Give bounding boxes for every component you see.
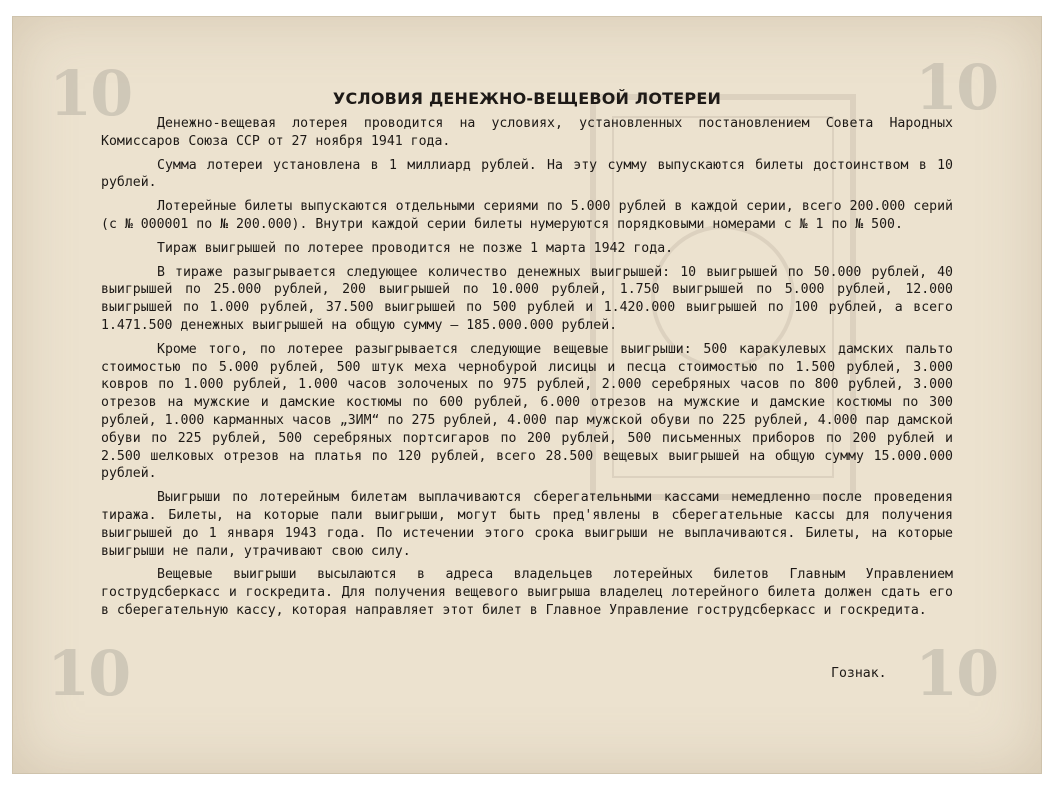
corner-denomination-top-right: 10 (915, 51, 998, 124)
conditions-text (101, 115, 953, 620)
paragraph-draw-date: Тираж выигрышей по лотерее проводится не позже 1 марта 1942 года. (157, 240, 674, 256)
paragraph-payout: Выигрыши по лотерейным билетам выплачиваются сберегательными кассами немедленно после проведения тиража. Билеты, на которые пали выигрыши, могут быть пред'явлены в сберегательные кассы для получения выигрышей до 1 января 1943 года. По истечении этого срока выигрыши не выплачиваются. Билеты, на которые выигрыши не пали, утрачивают свою силу. (101, 490, 953, 559)
corner-denomination-bottom-left: 10 (47, 637, 130, 710)
corner-denomination-bottom-right: 10 (915, 637, 998, 710)
paragraph-goods-delivery: Вещевые выигрыши высылаются в адреса владельцев лотерейных билетов Главным Управлением гострудсберкасс и госкредита. Для получения вещевого выигрыша владелец лотерейного билета должен сдать его в сберегательную кассу, которая направляет этот билет в Главное Управление гострудсберкасс и госкредита. (101, 567, 953, 618)
paragraph-goods-prizes: Кроме того, по лотерее разыгрывается следующие вещевые выигрыши: 500 каракулевых дамских пальто стоимостью по 5.000 рублей, 500 штук меха чернобурой лисицы и песца стоимостью по 1.500 рублей, 3.000 ковров по 1.000 рублей, 1.000 часов золоченых по 975 рублей, 2.000 серебряных часов по 800 рублей, 3.000 отрезов на мужские и дамские костюмы по 600 рублей, 6.000 отрезов на мужские и дамские костюмы по 300 рублей, 1.000 карманных часов „ЗИМ“ по 275 рублей, 4.000 пар мужской обуви по 225 рублей, 4.000 пар дамской обуви по 225 рублей, 500 серебряных портсигаров по 200 рублей, 500 письменных приборов по 200 рублей и 2.500 шелковых отрезов на платья по 120 рублей, всего 28.500 вещевых выигрышей на общую сумму 15.000.000 рублей. (101, 341, 953, 482)
paragraph-lottery-amount: Сумма лотереи установлена в 1 миллиард рублей. На эту сумму выпускаются билеты достоинством в 10 рублей. (101, 157, 953, 191)
document-title: УСЛОВИЯ ДЕНЕЖНО-ВЕЩЕВОЙ ЛОТЕРЕИ (332, 89, 722, 108)
lottery-ticket-back (12, 16, 1042, 774)
paragraph-cash-prizes: В тираже разыгрывается следующее количество денежных выигрышей: 10 выигрышей по 50.000 рублей, 40 выигрышей по 25.000 рублей, 200 выигрышей по 10.000 рублей, 1.750 выигрышей по 5.000 рублей, 12.000 выигрышей по 1.000 рублей, 37.500 выигрышей по 500 рублей и 1.420.000 выигрышей по 100 рублей, а всего 1.471.500 денежных выигрышей на общую сумму — 185.000.000 рублей. (101, 264, 953, 333)
printer-signature: Гознак. (831, 666, 887, 681)
paragraph-legal-basis: Денежно-вещевая лотерея проводится на условиях, установленных постановлением Совета Народных Комиссаров Союза ССР от 27 ноября 1941 года. (101, 116, 953, 149)
paragraph-series: Лотерейные билеты выпускаются отдельными сериями по 5.000 рублей в каждой серии, всего 200.000 серий (с № 000001 по № 200.000). Внутри каждой серии билеты нумеруются порядковыми номерами с № 1 по № 500. (101, 199, 953, 232)
corner-denomination-top-left: 10 (49, 57, 132, 130)
